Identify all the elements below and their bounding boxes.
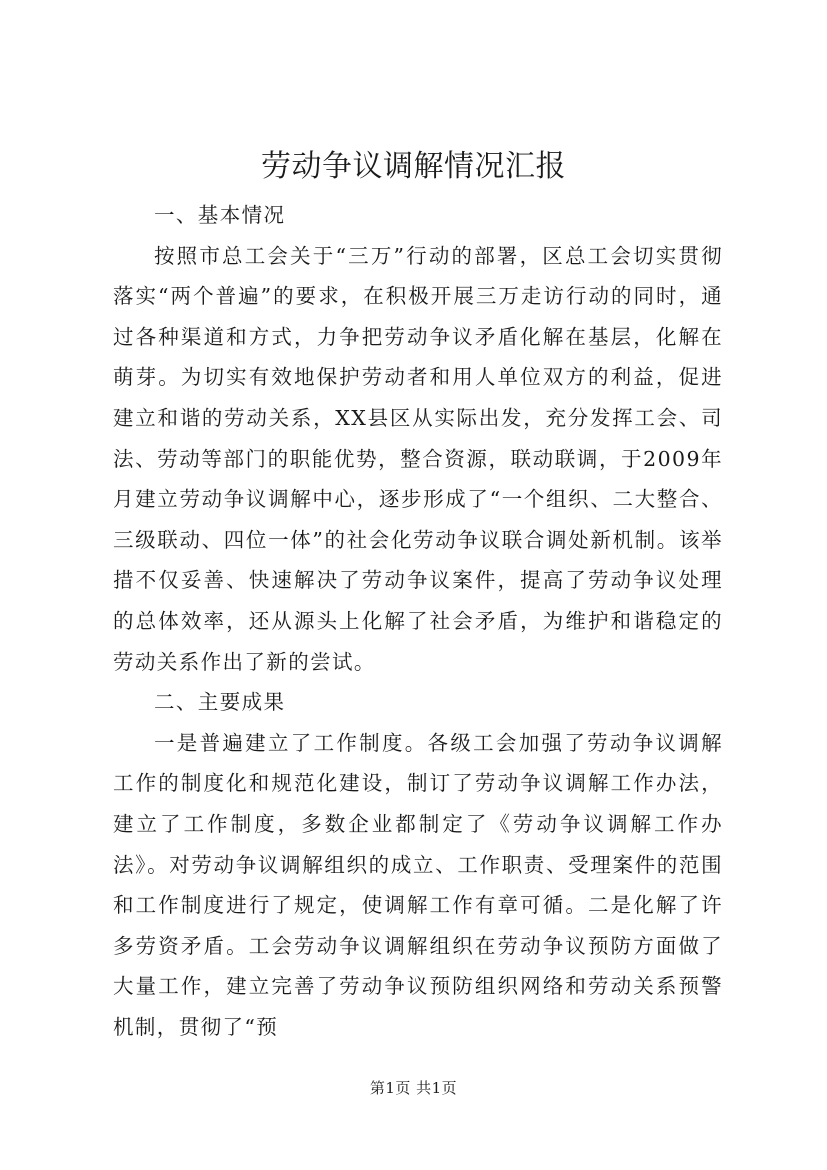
page-footer: 第1页 共1页 <box>369 1079 458 1097</box>
document-body <box>113 195 723 1047</box>
paragraph-basic-situation: 按照市总工会关于“三万”行动的部署，区总工会切实贯彻落实“两个普遍”的要求，在积极开展三万走访行动的同时，通过各种渠道和方式，力争把劳动争议矛盾化解在基层，化解在萌芽。为切实有效地保护劳动者和用人单位双方的利益，促进建立和谐的劳动关系，XX县区从实际出发，充分发挥工会、司法、劳动等部门的职能优势，整合资源，联动联调，于2009年月建立劳动争议调解中心，逐步形成了“一个组织、二大整合、三级联动、四位一体”的社会化劳动争议联合调处新机制。该举措不仅妥善、快速解决了劳动争议案件，提高了劳动争议处理的总体效率，还从源头上化解了社会矛盾，为维护和谐稳定的劳动关系作出了新的尝试。 <box>113 243 723 674</box>
document-title: 劳动争议调解情况汇报 <box>261 149 566 184</box>
section-heading-main-results: 二、主要成果 <box>154 690 286 715</box>
paragraph-main-results: 一是普遍建立了工作制度。各级工会加强了劳动争议调解工作的制度化和规范化建设，制订了劳动争议调解工作办法，建立了工作制度，多数企业都制定了《劳动争议调解工作办法》。对劳动争议调解组织的成立、工作职责、受理案件的范围和工作制度进行了规定，使调解工作有章可循。二是化解了许多劳资矛盾。工会劳动争议调解组织在劳动争议预防方面做了大量工作，建立完善了劳动争议预防组织网络和劳动关系预警机制，贯彻了“预 <box>113 730 723 1039</box>
section-heading-basic-situation: 一、基本情况 <box>154 203 286 227</box>
